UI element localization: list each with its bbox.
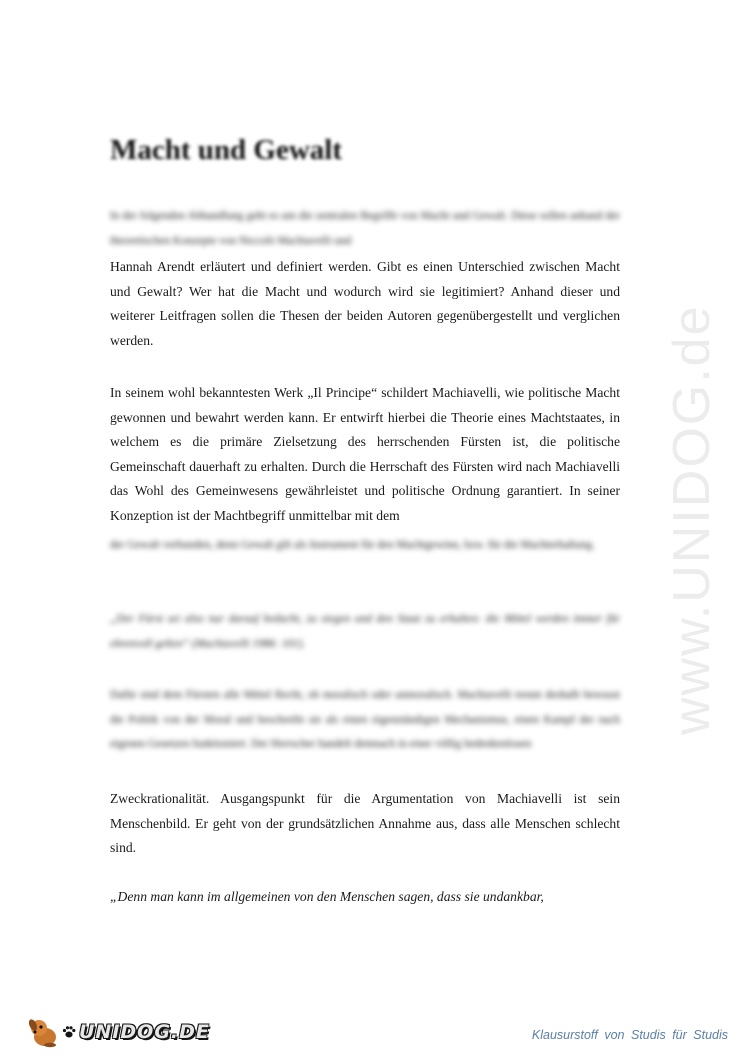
paragraph-intro: Hannah Arendt erläutert und definiert werden. Gibt es einen Unterschied zwischen Macht und Gewalt? Wer hat die Macht und wodurch wird sie legitimiert? Anhand dieser und weiterer Leitfragen sollen die Thesen der beiden Autoren gegenübergestellt und verglichen werden.: [110, 259, 620, 348]
quote-menschen: „Denn man kann im allgemeinen von den Menschen sagen, dass sie undankbar,: [110, 889, 544, 904]
paragraph-machiavelli-blurred: der Gewalt verbunden, denn Gewalt gilt als Instrument für den Machtgewinn, bzw. für die Machterhaltung.: [110, 539, 595, 551]
unidog-logo[interactable]: [26, 1016, 210, 1048]
dog-mascot-icon: [26, 1016, 60, 1048]
paw-icon: [62, 1025, 76, 1039]
paragraph-intro-blurred: In der folgenden Abhandlung geht es um die zentralen Begriffe von Macht und Gewalt. Diese sollen anhand der theoretischen Konzepte von Niccolò Machiavelli und: [110, 210, 620, 247]
paragraph-means-blurred: Dafür sind dem Fürsten alle Mittel Recht, ob moralisch oder unmoralisch. Machiavelli trennt deshalb bewusst die Politik von der Moral und beschreibt sie als einen eigenständigen Mechanismus, einen Kampf der nach eigenen Gesetzen funktioniert. Der Herrscher handelt demnach in einer völlig bedenkenlosen: [110, 689, 620, 751]
paragraph-machiavelli: In seinem wohl bekanntesten Werk „Il Principe“ schildert Machiavelli, wie politische Macht gewonnen und bewahrt werden kann. Er entwirft hierbei die Theorie eines Machtstaates, in welchem es die primäre Zielsetzung des herrschenden Fürsten ist, die politische Gemeinschaft dauerhaft zu erhalten. Durch die Herrschaft des Fürsten wird nach Machiavelli das Wohl des Gemeinwesens gewährleistet und politische Ordnung garantiert. In seiner Konzeption ist der Machtbegriff unmittelbar mit dem: [110, 385, 620, 523]
footer-tagline: Klausurstoff von Studis für Studis: [531, 1028, 728, 1042]
logo-text: UNIDOG.DE: [79, 1021, 210, 1043]
watermark: www.UNIDOG.de: [663, 304, 721, 735]
quote-machiavelli-blurred: „Der Fürst sei also nur darauf bedacht, zu siegen und den Staat zu erhalten: die Mittel werden immer für ehrenvoll gelten“ (Machiavelli 1986: 101).: [110, 613, 620, 650]
page-title: Macht und Gewalt: [110, 134, 342, 166]
paragraph-menschenbild: Zweckrationalität. Ausgangspunkt für die Argumentation von Machiavelli ist sein Menschenbild. Er geht von der grundsätzlichen Annahme aus, dass alle Menschen schlecht sind.: [110, 791, 620, 856]
